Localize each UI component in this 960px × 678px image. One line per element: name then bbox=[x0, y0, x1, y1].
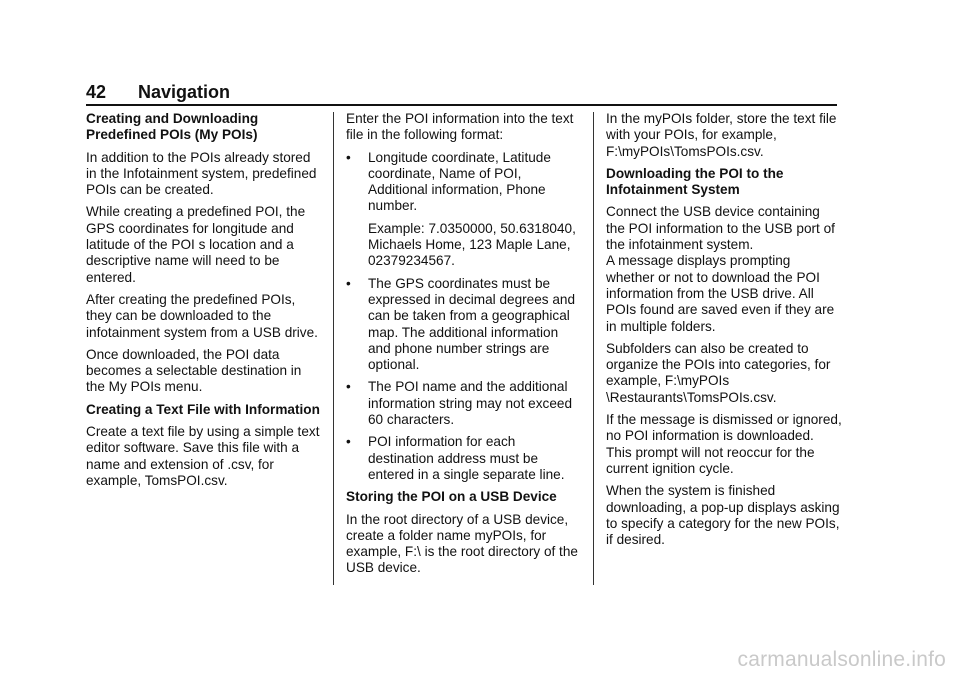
paragraph: Once downloaded, the POI data becomes a selectable destination in the My POIs menu. bbox=[86, 346, 302, 395]
list-item-text: The POI name and the additional information string may not exceed 60 characters. bbox=[368, 379, 573, 428]
list-item bbox=[346, 276, 582, 374]
column-divider-2 bbox=[593, 112, 594, 585]
column-1 bbox=[86, 111, 322, 495]
heading-downloading-predefined-pois: Creating and Downloading Predefined POIs (My POIs) bbox=[86, 111, 259, 143]
list-item-text: Longitude coordinate, Latitude coordinate, Name of POI, Additional information, Phone number. bbox=[368, 149, 551, 214]
list-item-text: POI information for each destination address must be entered in a single separate line. bbox=[368, 434, 565, 482]
paragraph: In the myPOIs folder, store the text file with your POIs, for example, F:\myPOIs\TomsPOIs.csv. bbox=[606, 111, 837, 159]
paragraph: In the root directory of a USB device, create a folder name myPOIs, for example, F:\ is the root directory of the USB device. bbox=[346, 511, 578, 576]
list-item-text: The GPS coordinates must be expressed in decimal degrees and can be taken from a geographical map. The additional information and phone number strings are optional. bbox=[368, 275, 576, 373]
heading-creating-text-file: Creating a Text File with Information bbox=[86, 401, 320, 417]
section-title: Navigation bbox=[138, 82, 231, 102]
paragraph: When the system is finished downloading, a pop-up displays asking to specify a category for the new POIs, if desired. bbox=[606, 483, 840, 548]
paragraph: Subfolders can also be created to organize the POIs into categories, for example, F:\myPOIs \Restaurants\TomsPOIs.csv. bbox=[606, 340, 831, 405]
page-header bbox=[86, 80, 230, 104]
bullet-icon: • bbox=[346, 275, 351, 291]
paragraph: Enter the POI information into the text file in the following format: bbox=[346, 111, 574, 143]
heading-storing-poi-usb: Storing the POI on a USB Device bbox=[346, 489, 557, 505]
list-item bbox=[346, 379, 582, 428]
paragraph: If the message is dismissed or ignored, no POI information is downloaded. This prompt will not reoccur for the current ignition cycle. bbox=[606, 412, 842, 476]
list-item bbox=[346, 434, 582, 483]
paragraph: After creating the predefined POIs, they can be downloaded to the infotainment system from a USB drive. bbox=[86, 291, 318, 340]
paragraph: Connect the USB device containing the POI information to the USB port of the infotainment system. bbox=[606, 204, 835, 253]
header-rule bbox=[86, 104, 837, 106]
paragraph: A message displays prompting whether or not to download the POI information from the USB drive. All POIs found are saved even if they are in multiple folders. bbox=[606, 253, 835, 334]
bullet-icon: • bbox=[346, 379, 351, 395]
list-item bbox=[346, 150, 582, 215]
watermark: carmanualsonline.info bbox=[737, 648, 946, 671]
paragraph: While creating a predefined POI, the GPS coordinates for longitude and latitude of the POI s location and a descriptive name will need to be entered. bbox=[86, 204, 306, 285]
heading-downloading-poi: Downloading the POI to the Infotainment System bbox=[606, 165, 784, 198]
paragraph: Create a text file by using a simple text editor software. Save this file with a name and extension of .csv, for example, TomsPOI.csv. bbox=[86, 424, 320, 488]
page-number: 42 bbox=[86, 82, 107, 102]
paragraph: In addition to the POIs already stored in the Infotainment system, predefined POIs can be created. bbox=[86, 149, 317, 198]
bullet-icon: • bbox=[346, 149, 351, 165]
column-3 bbox=[606, 111, 842, 554]
bullet-icon: • bbox=[346, 434, 351, 450]
column-divider-1 bbox=[333, 112, 334, 585]
example-text: Example: 7.0350000, 50.6318040, Michaels Home, 123 Maple Lane, 02379234567. bbox=[368, 220, 576, 269]
column-2 bbox=[346, 111, 582, 583]
